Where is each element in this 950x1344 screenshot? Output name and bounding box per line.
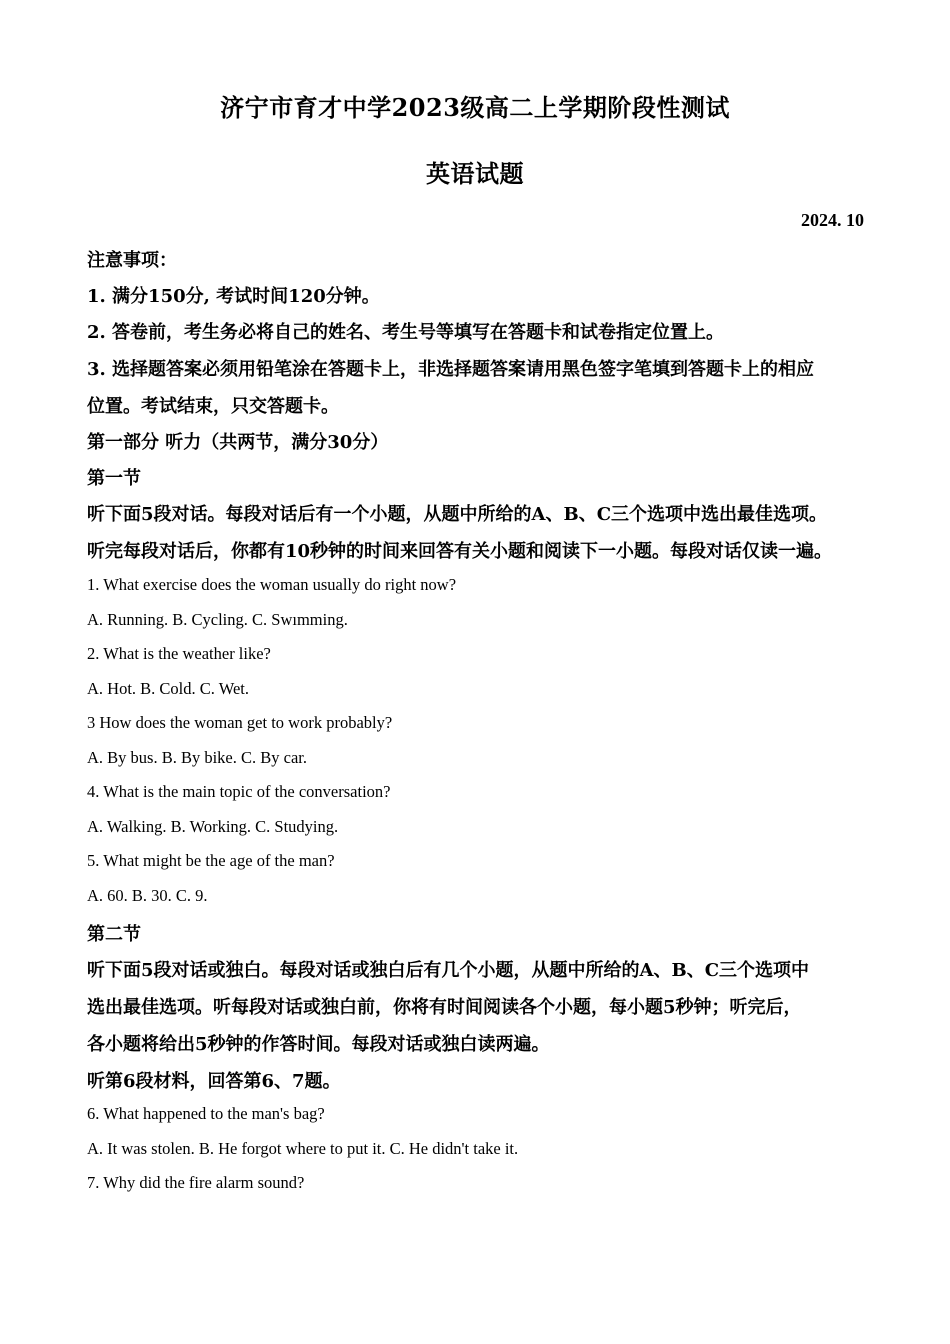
note-item: 1. 满分150分, 考试时间120分钟。 bbox=[87, 286, 380, 307]
section2-instruction: 各小题将给出5秒钟的作答时间。每段对话或独白读两遍。 bbox=[87, 1034, 550, 1055]
note-item: 2. 答卷前，考生务必将自己的姓名、考生号等填写在答题卡和试卷指定位置上。 bbox=[87, 322, 725, 343]
section2-instruction: 听下面5段对话或独白。每段对话或独白后有几个小题，从题中所给的A、B、C三个选项中 bbox=[87, 960, 810, 981]
question-text: 5. What might be the age of the man? bbox=[87, 851, 335, 870]
exam-subtitle: 英语试题 bbox=[426, 159, 524, 188]
exam-title: 济宁市育才中学2023级高二上学期阶段性测试 bbox=[220, 93, 730, 122]
exam-date: 2024. 10 bbox=[801, 210, 864, 230]
material-heading: 听第6段材料，回答第6、7题。 bbox=[87, 1071, 341, 1092]
question-text: 2. What is the weather like? bbox=[87, 644, 271, 663]
part1-heading: 第一部分 听力（共两节，满分30分） bbox=[87, 432, 389, 453]
question-options: A. 60. B. 30. C. 9. bbox=[87, 886, 208, 905]
question-text: 3 How does the woman get to work probably? bbox=[87, 713, 393, 732]
question-text: 1. What exercise does the woman usually do right now? bbox=[87, 575, 457, 594]
note-item: 3. 选择题答案必须用铅笔涂在答题卡上，非选择题答案请用黑色签字笔填到答题卡上的相应 bbox=[87, 359, 815, 380]
question-text: 7. Why did the fire alarm sound? bbox=[87, 1173, 305, 1192]
section2-instruction: 选出最佳选项。听每段对话或独白前，你将有时间阅读各个小题，每小题5秒钟；听完后， bbox=[87, 997, 802, 1018]
question-options: A. By bus. B. By bike. C. By car. bbox=[87, 748, 308, 767]
question-options: A. Running. B. Cycling. C. Swımming. bbox=[87, 610, 348, 629]
question-options: A. Hot. B. Cold. C. Wet. bbox=[87, 679, 250, 698]
note-item-continued: 位置。考试结束，只交答题卡。 bbox=[87, 396, 339, 417]
section1-heading: 第一节 bbox=[87, 468, 141, 489]
question-options: A. Walking. B. Working. C. Studying. bbox=[87, 817, 339, 836]
section1-instruction: 听完每段对话后，你都有10秒钟的时间来回答有关小题和阅读下一小题。每段对话仅读一遍。 bbox=[87, 541, 833, 562]
section1-instruction: 听下面5段对话。每段对话后有一个小题，从题中所给的A、B、C三个选项中选出最佳选项。 bbox=[87, 504, 828, 525]
notes-heading: 注意事项： bbox=[87, 250, 177, 271]
question-text: 4. What is the main topic of the conversation? bbox=[87, 782, 391, 801]
section2-heading: 第二节 bbox=[87, 924, 141, 945]
question-text: 6. What happened to the man's bag? bbox=[87, 1104, 325, 1123]
question-options: A. It was stolen. B. He forgot where to put it. C. He didn't take it. bbox=[87, 1139, 519, 1158]
